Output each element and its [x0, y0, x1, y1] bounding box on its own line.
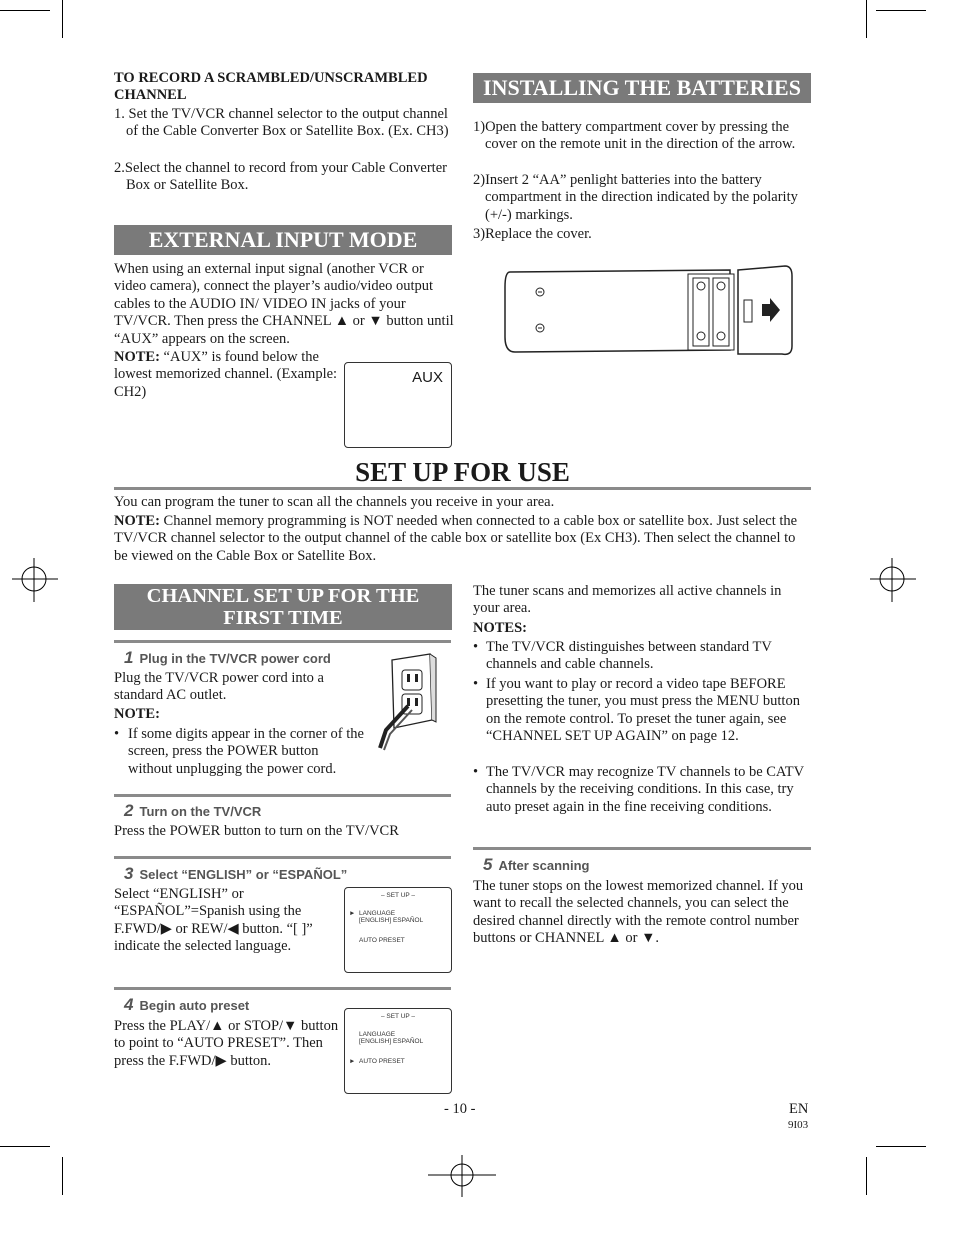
setup-menu-screen-1 — [344, 887, 452, 973]
bullet-icon: • — [473, 639, 479, 655]
note-item — [473, 676, 811, 746]
step-divider — [114, 856, 451, 859]
note-text: If you want to play or record a video tape BEFORE presetting the tuner, you must press the MENU button on the remote control. To preset the tuner again, see “CHANNEL SET UP AGAIN” on page 12. — [486, 676, 800, 745]
setup-intro: You can program the tuner to scan all the channels you receive in your area. — [114, 494, 555, 510]
menu-auto-preset: AUTO PRESET — [359, 1058, 405, 1065]
model-code: 9I03 — [788, 1119, 809, 1131]
crop-mark — [876, 1146, 926, 1147]
step-divider — [114, 640, 451, 643]
external-input-note — [114, 349, 339, 401]
record-step-1: 1. Set the TV/VCR channel selector to the output channel of the Cable Converter Box or Satellite Box. (Ex. CH3) — [114, 106, 449, 140]
crop-mark — [876, 10, 926, 11]
step-title: Select “ENGLISH” or “ESPAÑOL” — [139, 867, 348, 882]
power-outlet-icon — [374, 652, 438, 752]
step-number: 1 — [124, 648, 134, 667]
note-label: NOTE: — [114, 513, 160, 529]
step-title: After scanning — [498, 858, 590, 873]
bullet-text: If some digits appear in the corner of the screen, press the POWER button without unplugging the power cord. — [128, 726, 364, 777]
step-title: Plug in the TV/VCR power cord — [139, 651, 331, 666]
batteries-step-2: 2)Insert 2 “AA” penlight batteries into the battery compartment in the direction indicated by the polarity (+/-) markings. — [473, 172, 798, 223]
menu-language-options: [ENGLISH] ESPAÑOL — [359, 1038, 424, 1045]
menu-auto-preset: AUTO PRESET — [359, 937, 405, 944]
step-divider — [114, 794, 451, 797]
menu-language: LANGUAGE — [359, 1031, 396, 1038]
note-item — [473, 764, 811, 816]
note-label: NOTE: — [114, 349, 160, 365]
channel-setup-title-text: CHANNEL SET UP FOR THE FIRST TIME — [146, 585, 420, 629]
aux-label: AUX — [412, 369, 443, 386]
crop-mark — [62, 1157, 63, 1195]
step-2-text: Press the POWER button to turn on the TV/VCR — [114, 823, 399, 839]
step-number: 4 — [124, 995, 134, 1014]
menu-language-options: [ENGLISH] ESPAÑOL — [359, 917, 424, 924]
step-1-note-label: NOTE: — [114, 706, 160, 722]
step-4-text: Press the PLAY/▲ or STOP/▼ button to point to “AUTO PRESET”. Then press the F.FWD/▶ button. — [114, 1018, 339, 1069]
note-text: The TV/VCR may recognize TV channels to be CATV channels by the receiving conditions. In this case, try auto preset again in the fine receiving conditions. — [486, 764, 804, 815]
step-5-heading — [483, 855, 589, 875]
language-code: EN — [789, 1101, 809, 1117]
step-title: Begin auto preset — [139, 998, 250, 1013]
registration-mark-icon — [12, 558, 62, 602]
step-3-text: Select “ENGLISH” or “ESPAÑOL”=Spanish using the F.FWD/▶ or REW/◀ button. “[ ]” indicate the selected language. — [114, 886, 313, 955]
menu-language: LANGUAGE — [359, 910, 396, 917]
crop-mark — [866, 0, 867, 38]
step-number: 3 — [124, 864, 134, 883]
batteries-step-3: 3)Replace the cover. — [473, 226, 592, 242]
batteries-step-1: 1)Open the battery compartment cover by pressing the cover on the remote unit in the direction of the arrow. — [473, 119, 796, 153]
page-number: - 10 - — [444, 1101, 476, 1117]
step-number: 5 — [483, 855, 493, 874]
step-2-heading — [124, 801, 261, 821]
registration-mark-icon — [428, 1155, 496, 1197]
note-text: Channel memory programming is NOT needed when connected to a cable box or satellite box. Just select the TV/VCR channel selector to the output channel of the cable box or satellite box (Ex CH3). Then select the channel to be viewed on the Cable Box or Satellite Box. — [114, 513, 798, 564]
step-number: 2 — [124, 801, 134, 820]
menu-cursor: ► — [349, 1058, 356, 1065]
step-divider — [114, 987, 451, 990]
record-heading: TO RECORD A SCRAMBLED/UNSCRAMBLED CHANNEL — [114, 70, 428, 104]
step-3-heading — [124, 864, 347, 884]
menu-title: – SET UP – — [380, 1013, 416, 1020]
bullet-icon: • — [473, 764, 479, 780]
registration-mark-icon — [870, 558, 920, 602]
step-1-note-bullet — [114, 726, 364, 778]
step-1-text: Plug the TV/VCR power cord into a standard AC outlet. — [114, 670, 324, 704]
record-step-2: 2.Select the channel to record from your Cable Converter Box or Satellite Box. — [114, 160, 447, 194]
setup-title-rule — [114, 487, 811, 490]
note-text: “AUX” is found below the lowest memorized channel. (Example: CH2) — [114, 349, 338, 400]
step-4-heading — [124, 995, 249, 1015]
crop-mark — [0, 10, 50, 11]
external-input-body: When using an external input signal (another VCR or video camera), connect the player’s audio/video output cables to the AUDIO IN/ VIDEO IN jacks of your TV/VCR. Then press the CHANNEL ▲ or ▼ button until “AUX” appears on the screen. — [114, 261, 454, 347]
step-5-text: The tuner stops on the lowest memorized channel. If you want to recall the selected channels, you can select the desired channel directly with the remote control number buttons or CHANNEL ▲ or ▼. — [473, 878, 804, 947]
channel-setup-title — [114, 584, 452, 630]
setup-title: SET UP FOR USE — [355, 457, 570, 487]
step-title: Turn on the TV/VCR — [139, 804, 262, 819]
step-1-heading — [124, 648, 331, 668]
crop-mark — [0, 1146, 50, 1147]
crop-mark — [866, 1157, 867, 1195]
batteries-title: INSTALLING THE BATTERIES — [473, 73, 811, 103]
step-divider — [473, 847, 811, 850]
bullet-icon: • — [114, 726, 120, 742]
menu-title: – SET UP – — [380, 892, 416, 899]
remote-battery-illustration-icon — [500, 262, 800, 362]
setup-note — [114, 513, 811, 565]
note-item — [473, 639, 811, 674]
notes-label: NOTES: — [473, 620, 527, 636]
note-text: The TV/VCR distinguishes between standard TV channels and cable channels. — [486, 639, 772, 673]
scan-text: The tuner scans and memorizes all active channels in your area. — [473, 583, 782, 617]
external-input-title: EXTERNAL INPUT MODE — [114, 225, 452, 255]
menu-cursor: ► — [349, 910, 356, 917]
bullet-icon: • — [473, 676, 479, 692]
setup-menu-screen-2 — [344, 1008, 452, 1094]
tv-screen-aux — [344, 362, 452, 448]
crop-mark — [62, 0, 63, 38]
